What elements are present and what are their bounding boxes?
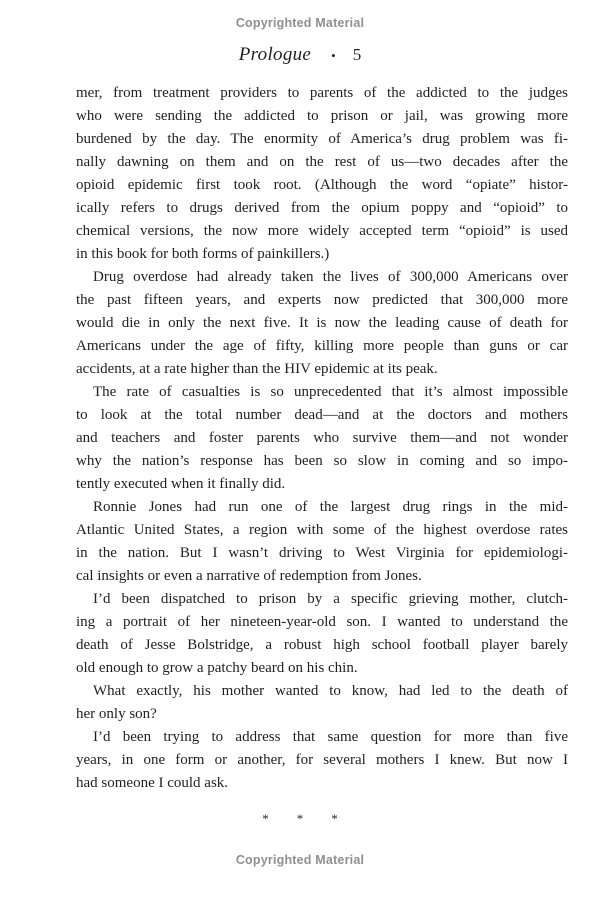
copyright-notice-bottom: Copyrighted Material bbox=[235, 853, 365, 867]
text-line: in the nation. But I wasn’t driving to West Virginia for epidemiologi- bbox=[76, 545, 568, 561]
text-line: her only son? bbox=[76, 706, 157, 722]
text-line: Ronnie Jones had run one of the largest drug rings in the mid- bbox=[93, 499, 568, 515]
text-line: burdened by the day. The enormity of America’s drug problem was fi- bbox=[76, 131, 568, 147]
text-line: and teachers and foster parents who survive them—and not wonder bbox=[76, 430, 568, 446]
text-line: to look at the total number dead—and at the doctors and mothers bbox=[76, 407, 568, 423]
text-line: I’d been trying to address that same question for more than five bbox=[93, 729, 568, 745]
text-line: chemical versions, the now more widely accepted term “opioid” is used bbox=[76, 223, 568, 239]
chapter-title: Prologue bbox=[238, 44, 312, 65]
text-line: would die in only the next five. It is now the leading cause of death for bbox=[76, 315, 568, 331]
text-line: why the nation’s response has been so slow in coming and so impo- bbox=[76, 453, 568, 469]
asterisk-icon: * bbox=[262, 811, 269, 826]
text-line: cal insights or even a narrative of redemption from Jones. bbox=[76, 568, 422, 584]
paragraph bbox=[76, 266, 568, 381]
text-line: ically refers to drugs derived from the opium poppy and “opioid” to bbox=[76, 200, 568, 216]
text-line: who were sending the addicted to prison or jail, was growing more bbox=[76, 108, 568, 124]
text-line: ing a portrait of her nineteen-year-old son. I wanted to understand the bbox=[76, 614, 568, 630]
page-body bbox=[76, 82, 568, 795]
text-line: Atlantic United States, a region with some of the highest overdose rates bbox=[76, 522, 568, 538]
paragraph bbox=[76, 381, 568, 496]
text-line: the past fifteen years, and experts now predicted that 300,000 more bbox=[76, 292, 568, 308]
paragraph bbox=[76, 82, 568, 266]
text-line: had someone I could ask. bbox=[76, 775, 229, 791]
text-line: opioid epidemic first took root. (Although the word “opiate” histor- bbox=[76, 177, 568, 193]
text-line: old enough to grow a patchy beard on his chin. bbox=[76, 660, 358, 676]
text-line: years, in one form or another, for several mothers I knew. But now I bbox=[76, 752, 568, 768]
text-line: accidents, at a rate higher than the HIV epidemic at its peak. bbox=[76, 361, 438, 377]
text-line: I’d been dispatched to prison by a specific grieving mother, clutch- bbox=[93, 591, 568, 607]
text-line: tently executed when it finally did. bbox=[76, 476, 286, 492]
page-header bbox=[0, 43, 600, 68]
text-line: Drug overdose had already taken the lives of 300,000 Americans over bbox=[93, 269, 568, 285]
paragraph bbox=[76, 726, 568, 795]
text-line: death of Jesse Bolstridge, a robust high school football player barely bbox=[76, 637, 568, 653]
page-number: 5 bbox=[352, 45, 362, 64]
paragraph bbox=[76, 680, 568, 726]
asterisk-icon: * bbox=[296, 811, 304, 826]
text-line: in this book for both forms of painkillers.) bbox=[76, 246, 330, 262]
text-line: mer, from treatment providers to parents of the addicted to the judges bbox=[76, 85, 568, 101]
text-line: nally dawning on them and on the rest of us—two decades after the bbox=[76, 154, 568, 170]
text-line: Americans under the age of fifty, killing more people than guns or car bbox=[76, 338, 568, 354]
paragraph bbox=[76, 496, 568, 588]
section-break bbox=[0, 811, 600, 827]
paragraph bbox=[76, 588, 568, 680]
copyright-notice-top: Copyrighted Material bbox=[235, 16, 365, 30]
asterisk-icon: * bbox=[331, 811, 338, 826]
text-line: What exactly, his mother wanted to know, had led to the death of bbox=[93, 683, 568, 699]
text-line: The rate of casualties is so unprecedented that it’s almost impossible bbox=[93, 384, 568, 400]
header-bullet-icon: • bbox=[331, 48, 336, 63]
